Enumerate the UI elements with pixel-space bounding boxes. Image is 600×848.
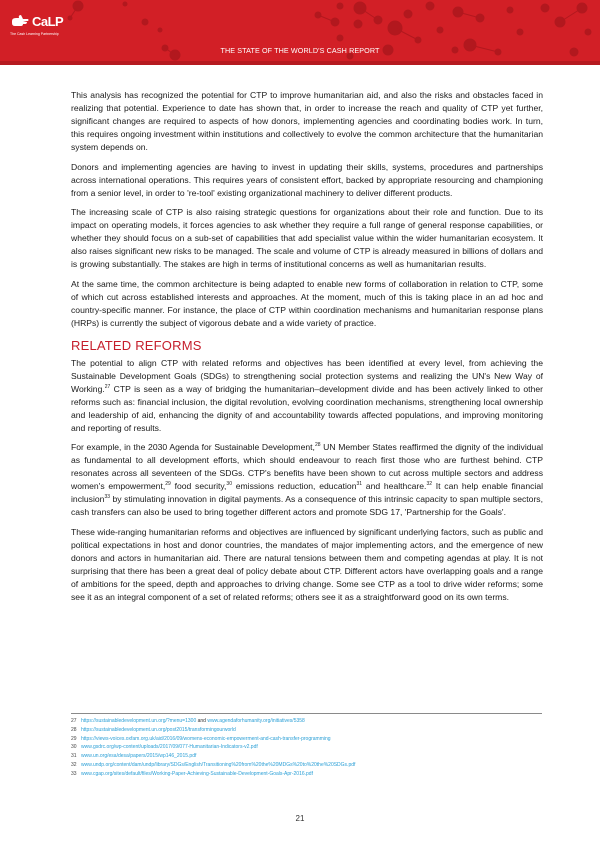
main-content xyxy=(71,89,543,610)
paragraph-text: CTP is seen as a way of bridging the humanitarian–development divide and has been actively linked to other reforms such as: financial inclusion, the digital revolution, evolving coordination mechanisms, strengthening local ownership and leadership of aid, enhancing the dignity of and accountability towards affected populations, and improving monitoring and reporting of results. xyxy=(71,383,543,433)
paragraph-text: It can help enable financial inclusion xyxy=(71,481,544,504)
footnote-number: 33 xyxy=(71,770,77,777)
footnote-link[interactable]: www.cgap.org/sites/default/files/Working-Paper-Achieving-Sustainable-Development-Goals-Apr-2016.pdf xyxy=(81,770,313,777)
footnotes xyxy=(71,717,543,779)
footnote-joiner: and xyxy=(196,718,208,724)
paragraph xyxy=(71,357,543,435)
banner-bottom-strip xyxy=(0,61,600,65)
footnote-ref[interactable]: 29 xyxy=(165,481,171,487)
paragraph-text: food security, xyxy=(170,481,227,491)
footnote-ref[interactable]: 27 xyxy=(104,383,111,390)
footnote-divider xyxy=(71,713,542,714)
footnote-link[interactable]: https://sustainabledevelopment.un.org/?menu=1300 xyxy=(81,718,197,724)
paragraph: The increasing scale of CTP is also raising strategic questions for organizations about their role and function. Due to its impact on operating models, it forces agencies to ask whether they require a full range of general response capabilities, or whether they should focus on a sub-set of capabilities that add specialist value within the wider humanitarian ecosystem. It also raises significant new risks to be managed. The scale and volume of CTP is already measured in billions of dollars and is growing substantially. The stakes are high in terms of institutional concerns as well as humanitarian results. xyxy=(71,207,543,269)
footnote xyxy=(71,761,543,770)
calp-logo xyxy=(10,12,70,38)
report-banner xyxy=(0,0,600,61)
logo-wordmark: CaLP xyxy=(32,14,64,29)
footnote xyxy=(71,752,543,761)
footnote-number: 29 xyxy=(71,735,77,742)
paragraph xyxy=(71,441,543,519)
footnote-number: 31 xyxy=(71,753,77,760)
footnote-link[interactable]: https://views-voices.oxfam.org.uk/aid/2016/09/womens-economic-empowerment-and-cash-transfer-programming xyxy=(81,735,331,742)
footnote xyxy=(71,770,543,779)
footnote-link[interactable]: www.undp.org/content/dam/undp/library/SDGs/English/Transitioning%20from%20the%20MDGs%20to%20the%20SDGs.pdf xyxy=(81,761,356,768)
paragraph-text: The potential to align CTP with related reforms and objectives has been identified at every level, from achieving the Sustainable Development Goals (SDGs) to strengthening social protection systems and realizing the UN's New Way of Working. xyxy=(71,357,543,394)
paragraph-text: For example, in the 2030 Agenda for Sustainable Development, xyxy=(71,442,315,452)
paragraph: These wide-ranging humanitarian reforms and objectives are influenced by significant underlying factors, such as public and political expectations in host and donor countries, the mandates of major implementing actors, and the emergence of new donors and actors in humanitarian aid. There are natural tensions between them and competing agendas at play. It is not surprising that there has been a great deal of policy debate about CTP. Different actors have overlapping goals and a range of ambitions for the speed, depth and approaches to driving change. Some see CTP as a tool to drive wider reforms; some see it as an integral component of a set of related reforms; others see it as a straightforward good on its own terms. xyxy=(71,526,543,602)
page-number: 21 xyxy=(295,814,305,823)
hand-icon xyxy=(10,14,30,28)
section-heading: RELATED REFORMS xyxy=(71,337,202,353)
footnote xyxy=(71,717,543,726)
footnote-number: 32 xyxy=(71,761,77,768)
paragraph-text: and healthcare. xyxy=(362,481,427,491)
logo-tagline: The Cash Learning Partnership xyxy=(10,32,59,36)
footnote-number: 28 xyxy=(71,726,77,733)
footnote-link[interactable]: www.gsdrc.org/wp-content/uploads/2017/09/077-Humanitarian-Indicators-v2.pdf xyxy=(81,744,258,751)
paragraph: This analysis has recognized the potential for CTP to improve humanitarian aid, and also the risks and obstacles faced in realizing that potential. Experience to date has shown that, in order to increase the reach and quality of CTP yet further, significant changes are required to aspects of how donors, implementing agencies and coordinating bodies work. In turn, this requires ongoing investment within institutions and collectively to evolve the common architecture that the humanitarian system depends on. xyxy=(71,90,543,152)
footnote xyxy=(71,726,543,735)
paragraph: At the same time, the common architecture is being adapted to enable new forms of collaboration in relation to CTP, some of which cut across established interests and approaches. At the moment, much of this is taking place in an ad hoc and country-specific manner. For instance, the place of CTP within coordination mechanisms and humanitarian response plans (HRPs) is currently the subject of vigorous debate and a wide variety of practice. xyxy=(71,278,543,328)
footnote xyxy=(71,735,543,744)
footnote-ref[interactable]: 28 xyxy=(314,442,321,448)
footnote-number: 30 xyxy=(71,744,77,751)
footnote-link[interactable]: www.un.org/esa/desa/papers/2015/wp146_2015.pdf xyxy=(81,753,197,760)
footnote-ref[interactable]: 33 xyxy=(104,494,111,500)
footnote-number: 27 xyxy=(71,718,77,724)
paragraph-text: UN Member States reaffirmed the dignity of the individual as fundamental to all development efforts, which should endeavour to reach first those who are furthest behind. CTP resonates across all seventeen of the SDGs. CTP's benefits have been shown to cut across multiple sectors and address women's empowerment, xyxy=(71,442,544,491)
footnote-link[interactable]: https://sustainabledevelopment.un.org/post2015/transformingourworld xyxy=(81,726,236,733)
footnote-ref[interactable]: 32 xyxy=(426,481,432,487)
report-title: THE STATE OF THE WORLD'S CASH REPORT xyxy=(220,46,380,55)
footnote-link[interactable]: www.agendaforhumanity.org/initiatives/5358 xyxy=(207,718,305,724)
footnote-ref[interactable]: 31 xyxy=(356,481,363,487)
paragraph: Donors and implementing agencies are having to invest in updating their skills, systems, procedures and partnerships across international operations. This requires years of consistent effort, backed by appropriate resourcing and championing from a senior level, in order to 're-tool' existing organizational machinery to deliver different products. xyxy=(71,161,543,198)
paragraph-text: by stimulating innovation in digital payments. As a consequence of this intrinsic capacity to span multiple sectors, cash transfers can also be used to bring together different actors and promote SDG 17, 'Partnership for the Goals'. xyxy=(71,494,543,517)
footnote xyxy=(71,743,543,752)
paragraph-text: emissions reduction, education xyxy=(231,481,357,491)
footnote-ref[interactable]: 30 xyxy=(226,481,232,487)
